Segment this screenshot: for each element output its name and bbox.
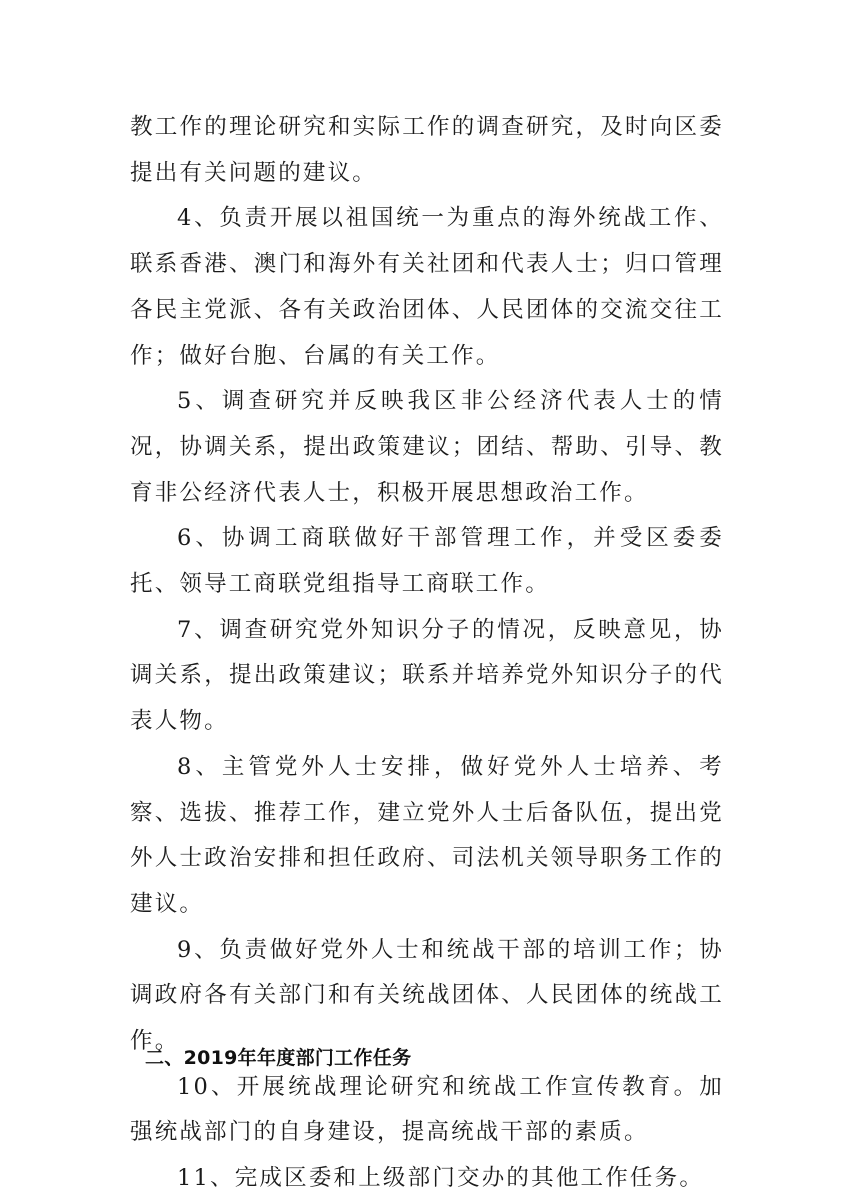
paragraph-item-4: 4、负责开展以祖国统一为重点的海外统战工作、联系香港、澳门和海外有关社团和代表人士；归口管理各民主党派、各有关政治团体、人民团体的交流交往工作；做好台胞、台属的有关工作。 bbox=[130, 205, 724, 369]
paragraph-item-5: 5、调查研究并反映我区非公经济代表人士的情况，协调关系，提出政策建议；团结、帮助、引导、教育非公经济代表人士，积极开展思想政治工作。 bbox=[130, 388, 724, 506]
paragraph-item-9: 9、负责做好党外人士和统战干部的培训工作；协调政府各有关部门和有关统战团体、人民团体的统战工作。 bbox=[130, 936, 724, 1055]
paragraph-item-8: 8、主管党外人士安排，做好党外人士培养、考察、选拔、推荐工作，建立党外人士后备队伍，提出党外人士政治安排和担任政府、司法机关领导职务工作的建议。 bbox=[130, 753, 724, 917]
document-body bbox=[130, 105, 724, 1202]
paragraph-item-6: 6、协调工商联做好干部管理工作，并受区委委托、领导工商联党组指导工商联工作。 bbox=[130, 525, 724, 598]
paragraph-item-11: 11、完成区委和上级部门交办的其他工作任务。 bbox=[177, 1165, 705, 1192]
paragraph-item-10: 10、开展统战理论研究和统战工作宣传教育。加强统战部门的自身建设，提高统战干部的素质。 bbox=[130, 1073, 724, 1146]
paragraph-item-7: 7、调查研究党外知识分子的情况，反映意见，协调关系，提出政策建议；联系并培养党外知识分子的代表人物。 bbox=[130, 616, 724, 735]
paragraph-continuation: 教工作的理论研究和实际工作的调查研究，及时向区委提出有关问题的建议。 bbox=[130, 114, 724, 186]
section-heading: 二、2019年年度部门工作任务 bbox=[145, 1047, 412, 1069]
